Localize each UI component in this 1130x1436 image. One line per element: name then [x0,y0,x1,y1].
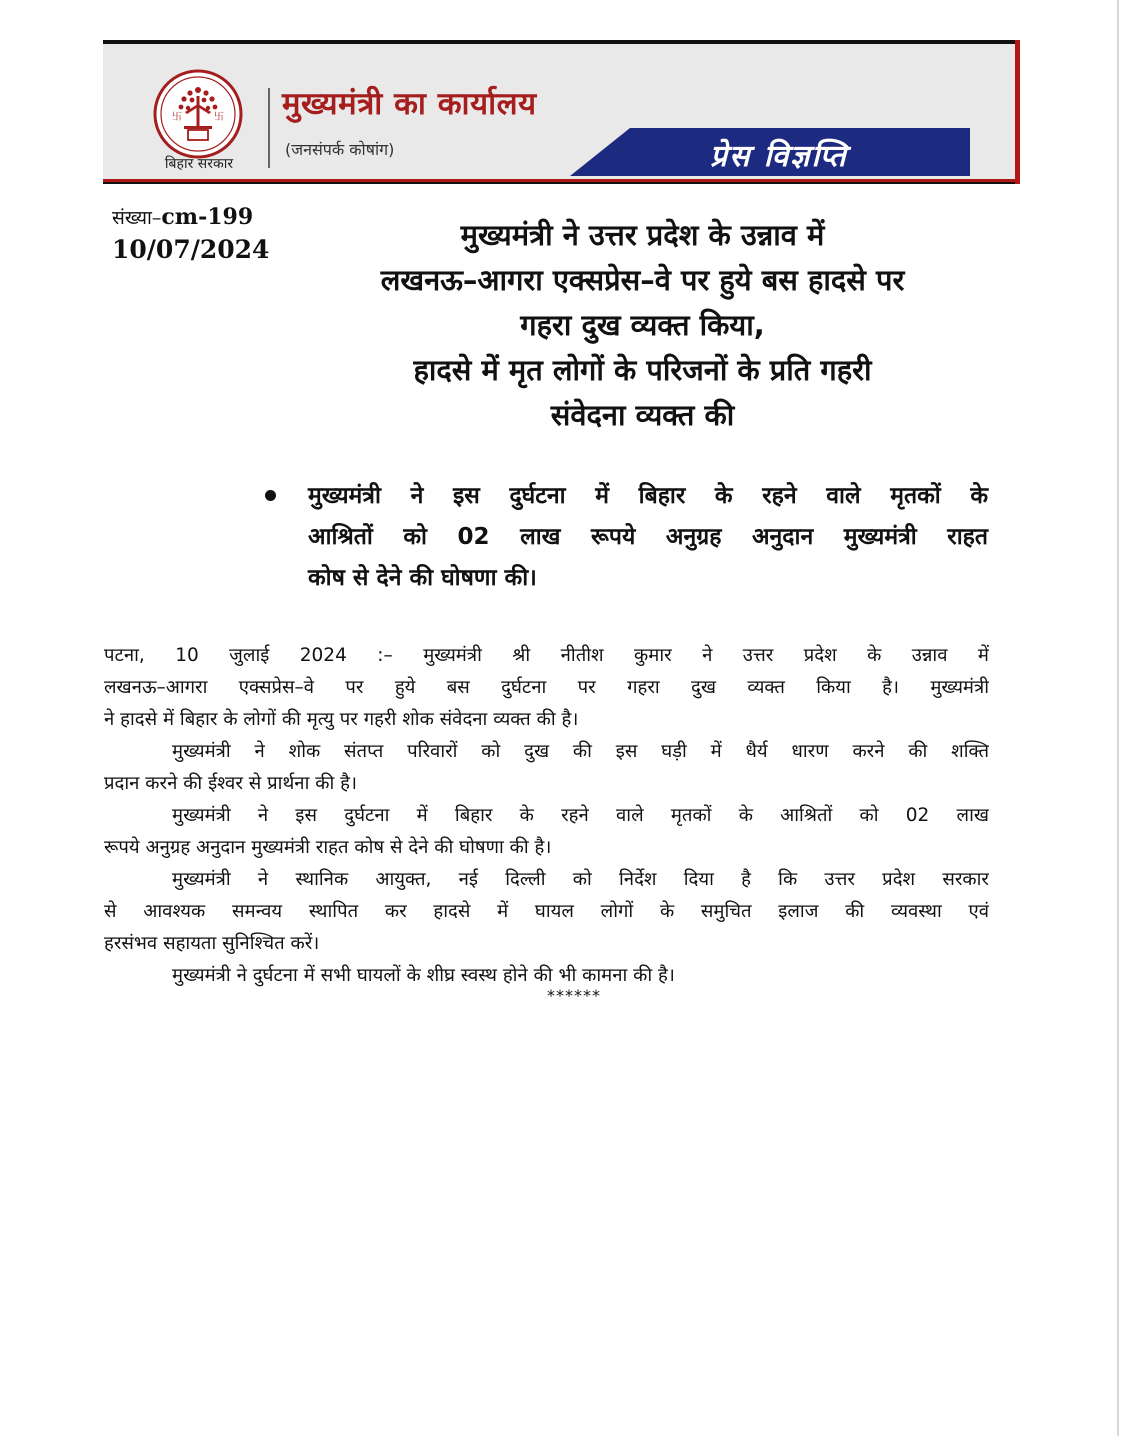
svg-text:卐: 卐 [172,112,182,123]
headline-line: मुख्यमंत्री ने उत्तर प्रदेश के उन्नाव में [460,218,825,252]
headline [290,213,995,438]
page-edge [1117,0,1119,1436]
body-line: रूपये अनुग्रह अनुदान मुख्यमंत्री राहत कोष से देने की घोषणा की है। [104,837,552,858]
bullet-line: आश्रितों को 02 लाख रूपये अनुग्रह अनुदान मुख्यमंत्री राहत [308,524,988,550]
reference-number-value: cm-199 [161,204,254,230]
reference-date: 10/07/2024 [112,235,270,264]
svg-text:卐: 卐 [214,112,224,123]
press-release-banner [570,128,1020,176]
body-line: मुख्यमंत्री ने इस दुर्घटना में बिहार के रहने वाले मृतकों के आश्रितों को 02 लाख [172,805,989,826]
header-divider [268,88,270,168]
body-line: हरसंभव सहायता सुनिश्चित करें। [104,933,320,954]
press-release-label: प्रेस विज्ञप्ति [710,139,848,174]
headline-line: हादसे में मृत लोगों के परिजनों के प्रति गहरी [413,353,872,387]
reference-number-prefix: संख्या– [112,207,162,229]
body-line: लखनऊ–आगरा एक्सप्रेस–वे पर हुये बस दुर्घटना पर गहरा दुख व्यक्त किया है। मुख्यमंत्री [104,677,989,698]
body-line: ने हादसे में बिहार के लोगों की मृत्यु पर गहरी शोक संवेदना व्यक्त की है। [104,709,579,730]
banner-red-rule [103,179,1020,182]
body-line: मुख्यमंत्री ने शोक संतप्त परिवारों को दुख की इस घड़ी में धैर्य धारण करने की शक्ति [172,741,989,762]
headline-line: संवेदना व्यक्त की [550,398,735,432]
bullet-icon [265,490,276,501]
office-subtitle: (जनसंपर्क कोषांग) [285,140,395,159]
office-title: मुख्यमंत्री का कार्यालय [282,86,537,122]
body-line: प्रदान करने की ईश्वर से प्रार्थना की है। [104,773,357,794]
emblem-label: बिहार सरकार [164,156,234,172]
bullet-point [308,476,988,599]
body-line: मुख्यमंत्री ने स्थानिक आयुक्त, नई दिल्ली को निर्देश दिया है कि उत्तर प्रदेश सरकार [172,869,989,890]
body-line: से आवश्यक समन्वय स्थापित कर हादसे में घायल लोगों के समुचित इलाज की व्यवस्था एवं [104,901,989,922]
bullet-line: कोष से देने की घोषणा की। [308,565,537,591]
body-text [104,640,989,992]
body-line: पटना, 10 जुलाई 2024 :– मुख्यमंत्री श्री नीतीश कुमार ने उत्तर प्रदेश के उन्नाव में [104,645,989,666]
reference-number [112,204,253,230]
bihar-emblem-icon [152,68,244,160]
end-mark: ****** [547,986,601,1005]
headline-line: गहरा दुख व्यक्त किया, [520,308,765,342]
headline-line: लखनऊ–आगरा एक्सप्रेस–वे पर हुये बस हादसे पर [380,263,905,297]
bullet-line: मुख्यमंत्री ने इस दुर्घटना में बिहार के रहने वाले मृतकों के [308,483,988,509]
body-line: मुख्यमंत्री ने दुर्घटना में सभी घायलों के शीघ्र स्वस्थ होने की भी कामना की है। [172,965,675,986]
